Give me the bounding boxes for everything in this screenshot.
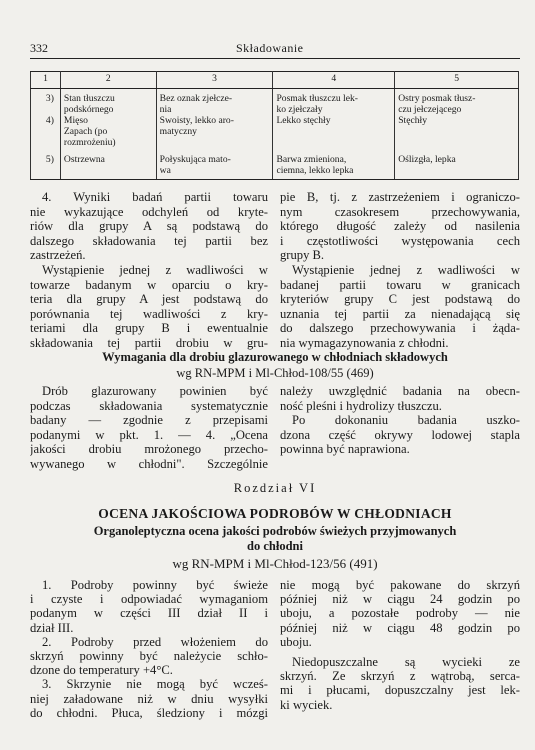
text-line: uboju.	[280, 634, 312, 649]
text-line: do chłodni. Płuca, śledziony i mózgi	[30, 705, 268, 720]
text-line: Niedopuszczalne są wycieki ze	[292, 654, 520, 669]
page-number: 332	[30, 41, 48, 55]
text-line: dział III.	[30, 620, 74, 635]
table-header-cell: 5	[395, 72, 519, 89]
text-line: mi i płucami, dopuszczalny jest lek-	[280, 683, 520, 698]
text-line: niej załadowane niż w dniu wysyłki	[30, 691, 268, 706]
table-cell: Posmak tłuszczu lek-	[276, 93, 358, 104]
text-line: do dalszego przechowywania i żąda-	[280, 321, 520, 336]
text-line: należy uwzględnić badania na obecn-	[280, 384, 520, 398]
section2-title: Wymagania dla drobiu glazurowanego w chłodniach składowych	[102, 350, 448, 364]
table-cell: Zapach (po	[63, 126, 108, 137]
text-line: skrzyń powinny być należycie schło-	[30, 648, 268, 663]
text-line: riów dla grupy A są podstawą do	[30, 219, 268, 234]
section1-right-column	[280, 190, 520, 351]
chapter-label: Rozdział VI	[233, 481, 317, 495]
text-line: i czyste i odpowiadać wymaganiom	[30, 592, 268, 607]
text-line: uznania tej partii za nienadającą się	[280, 306, 520, 321]
text-line: i częstotliwości występowania cech	[280, 233, 520, 248]
text-line: którego długość zależy od nasilenia	[280, 219, 520, 234]
text-line: składowania tej partii drobiu w gru-	[30, 335, 268, 350]
table-cell: Ostrzewna	[63, 154, 105, 165]
text-line: podanym w części III dział II i	[30, 606, 268, 621]
table-row	[31, 89, 519, 116]
text-line: Wystąpienie jednej z wadliwości w	[292, 262, 520, 277]
chapter-subtitle-line1: Organoleptyczna ocena jakości podrobów świeżych przyjmowanych	[93, 524, 457, 538]
text-line: później niż w ciągu 24 godzin po	[280, 592, 520, 607]
table-cell: Ostry posmak tłusz-	[398, 93, 476, 104]
text-line: wywanego w chłodni". Szczególnie	[30, 456, 268, 471]
section3-right-column	[280, 578, 520, 712]
text-line: ność pleśni i hydrolizy tłuszczu.	[280, 398, 442, 413]
table-cell: Połyskująca mato-	[159, 154, 231, 165]
table-cell: rozmrożeniu)	[63, 137, 116, 148]
table-cell: Swoisty, lekko aro-	[159, 115, 234, 126]
text-line: Wystąpienie jednej z wadliwości w	[42, 262, 268, 277]
running-title: Składowanie	[236, 41, 304, 55]
table-cell: podskórnego	[63, 104, 114, 115]
table-cell: matyczny	[159, 126, 197, 137]
text-line: podczas składowania systematycznie	[30, 398, 268, 413]
table-cell: wa	[159, 165, 171, 176]
text-line: teriami dla grupy B i ewentualnie	[30, 321, 268, 336]
chapter-subtitle-line2: do chłodni	[247, 539, 303, 553]
chapter-reference: wg RN-MPM i Ml-Chłod-123/56 (491)	[172, 556, 378, 571]
section3-left-column	[30, 578, 268, 720]
text-line: 2. Podroby przed włożeniem do	[42, 634, 268, 649]
row-number: 4)	[31, 115, 61, 148]
text-line: badanej partii towaru w granicach	[280, 277, 520, 292]
table-cell: czu jełczejącego	[398, 104, 462, 115]
text-line: powinna być naprawiona.	[280, 442, 410, 457]
table-cell: ciemna, lekko lepka	[276, 165, 354, 176]
text-line: podanymi w pkt. 1. — 4. „Ocena	[30, 427, 268, 442]
section2-left-column	[30, 384, 268, 472]
table-cell: Barwa zmieniona,	[276, 154, 347, 165]
table-row	[31, 148, 519, 180]
row-number: 3)	[31, 89, 61, 116]
text-line: 3. Skrzynie nie mogą być wcześ-	[42, 677, 268, 692]
chapter-title: OCENA JAKOŚCIOWA PODROBÓW W CHŁODNIACH	[98, 506, 452, 521]
section2-reference: wg RN-MPM i Ml-Chłod-108/55 (469)	[176, 366, 374, 380]
text-line: dalszego składowania tej partii bez	[30, 233, 268, 248]
table-cell: Mięso	[63, 115, 88, 126]
text-line: grupy B.	[280, 248, 325, 263]
text-line: 4. Wyniki badań partii towaru	[42, 190, 268, 204]
text-line: później niż w ciągu 48 godzin po	[280, 620, 520, 635]
text-line: Drób glazurowany powinien być	[42, 384, 268, 398]
table-header-row	[31, 72, 519, 89]
quality-criteria-table	[30, 71, 519, 180]
text-line: badany — zgodnie z przepisami	[30, 413, 268, 428]
text-line: dzona część okrywy lodowej stapla	[280, 427, 520, 442]
text-line: Po dokonaniu badania uszko-	[292, 413, 520, 428]
text-line: nia wymagazynowania z chłodni.	[280, 335, 449, 350]
text-line: towarze badanym w oparciu o kry-	[30, 277, 268, 292]
text-line: nie wykazujące odchyleń od kryte-	[30, 204, 268, 219]
table-cell: nia	[159, 104, 172, 115]
table-cell: Oślizgła, lepka	[398, 154, 456, 165]
text-line: jakości drobiu mrożonego przecho-	[30, 442, 268, 457]
section1-left-column	[30, 190, 268, 351]
text-line: uboju, a pozostałe podroby — nie	[280, 606, 520, 621]
table-cell: Stan tłuszczu	[63, 93, 115, 104]
table-cell: Stęchły	[398, 115, 427, 126]
text-line: pie B, tj. z zastrzeżeniem i ograniczo-	[280, 190, 520, 204]
text-line: skrzyń. Ze skrzyń z wątrobą, serca-	[280, 669, 520, 684]
text-line: zastrzeżeń.	[30, 248, 86, 263]
text-line: teria dla grupy A jest podstawą do	[30, 292, 268, 307]
text-line: 1. Podroby powinny być świeże	[42, 578, 268, 592]
text-line: kryteriów grupy C jest podstawą do	[280, 292, 520, 307]
header-rule	[30, 58, 520, 59]
table-cell: Lekko stęchły	[276, 115, 331, 126]
table-cell: ko zjełczały	[276, 104, 323, 115]
text-line: ki wyciek.	[280, 697, 333, 712]
table-header-cell: 3	[156, 72, 273, 89]
table-row	[31, 115, 519, 148]
row-number: 5)	[31, 148, 61, 180]
text-line: dzone do temperatury +4°C.	[30, 663, 173, 678]
section2-right-column	[280, 384, 520, 457]
table-header-cell: 4	[273, 72, 395, 89]
table-header-cell: 1	[31, 72, 61, 89]
text-line: nie mogą być pakowane do skrzyń	[280, 578, 520, 592]
text-line: porównania tej wadliwości z kry-	[30, 306, 268, 321]
text-line: nym czasokresem przechowywania,	[280, 204, 520, 219]
table-cell: Bez oznak zjełcze-	[159, 93, 233, 104]
table-header-cell: 2	[60, 72, 156, 89]
